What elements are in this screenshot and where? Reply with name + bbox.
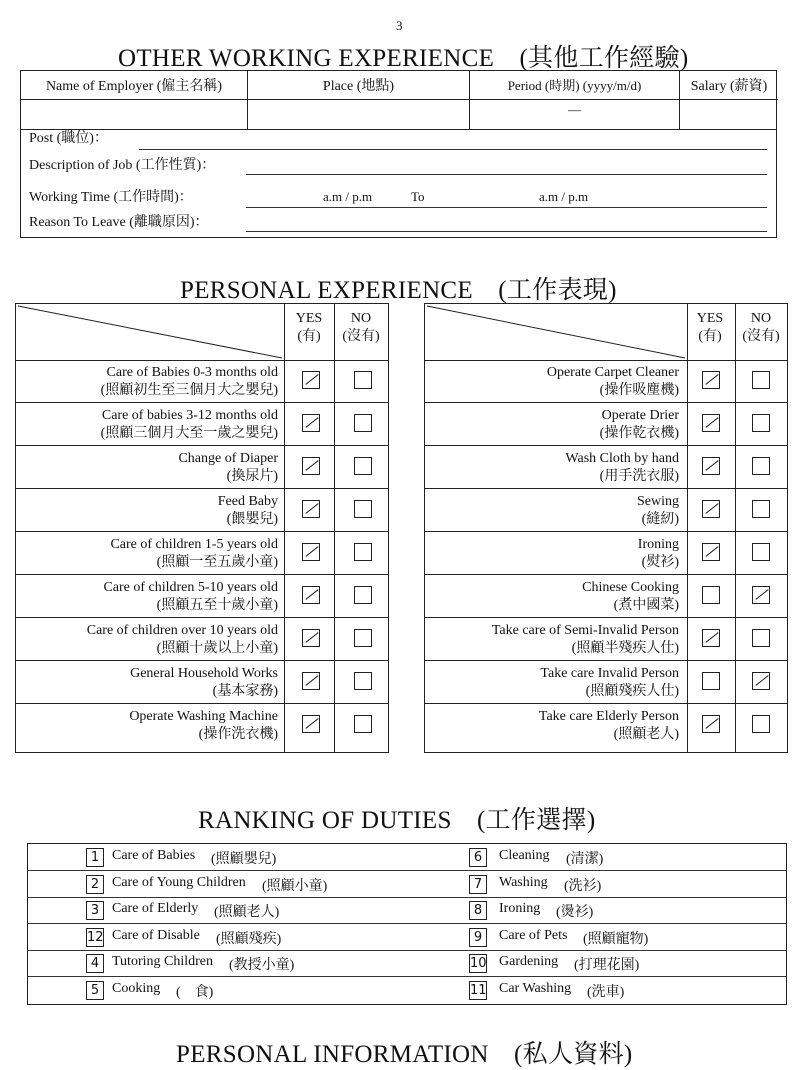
item-label	[565, 450, 679, 486]
post-line	[139, 149, 767, 150]
duty-label-en: Care of Pets	[499, 927, 568, 943]
item-label	[103, 579, 278, 615]
table-row	[425, 661, 787, 704]
rank-number-box[interactable]: 8	[469, 901, 487, 920]
table-row	[16, 403, 388, 446]
duty-label-en: Cleaning	[499, 848, 550, 863]
ranking-right-column	[407, 844, 786, 1004]
item-label-zh: (煮中國菜)	[613, 598, 679, 613]
item-label-en: General Household Works	[130, 666, 278, 681]
duty-label-zh: (清潔)	[566, 852, 604, 867]
no-checkbox[interactable]	[354, 586, 372, 604]
item-label-zh: (餵嬰兒)	[226, 512, 278, 527]
item-label	[218, 493, 278, 529]
item-label-en: Wash Cloth by hand	[565, 451, 679, 466]
reason-line	[246, 231, 767, 232]
list-item	[407, 872, 786, 898]
item-label-zh: (縫紉)	[641, 512, 679, 527]
no-checkbox[interactable]	[752, 371, 770, 389]
other-working-experience-title: OTHER WORKING EXPERIENCE (其他工作經驗)	[118, 45, 689, 72]
to-label: To	[411, 189, 425, 204]
rank-number-box[interactable]: 2	[86, 875, 104, 894]
yes-checkbox[interactable]	[702, 371, 720, 389]
rank-number-box[interactable]: 6	[469, 848, 487, 867]
item-label	[101, 407, 278, 443]
yes-checkbox[interactable]	[302, 629, 320, 647]
item-label	[547, 364, 679, 400]
yes-checkbox[interactable]	[302, 543, 320, 561]
item-label-zh: (照顧一至五歲小童)	[156, 555, 278, 570]
item-label	[492, 622, 679, 658]
no-checkbox[interactable]	[354, 500, 372, 518]
yes-checkbox[interactable]	[302, 371, 320, 389]
post-label: Post (職位)：	[29, 131, 108, 146]
item-label-zh: (照顧五至十歲小童)	[156, 598, 278, 613]
table-row	[425, 403, 787, 446]
list-item	[28, 978, 407, 1004]
rank-number-box[interactable]: 4	[86, 954, 104, 973]
item-label	[638, 536, 679, 572]
no-checkbox[interactable]	[752, 672, 770, 690]
item-label-en: Feed Baby	[217, 494, 278, 509]
ranking-table	[27, 843, 787, 1005]
table-row	[425, 489, 787, 532]
list-item	[28, 898, 407, 924]
item-label-zh: (用手洗衣服)	[599, 469, 679, 484]
yes-checkbox[interactable]	[302, 672, 320, 690]
table-row	[16, 532, 388, 575]
item-label-zh: (照顧殘疾人仕)	[585, 684, 679, 699]
item-label-zh: (基本家務)	[212, 684, 278, 699]
no-checkbox[interactable]	[354, 672, 372, 690]
duty-label-zh: (照顧殘疾)	[216, 931, 282, 947]
table-row	[16, 575, 388, 618]
duty-label-en: Tutoring Children	[112, 954, 213, 969]
item-label	[129, 708, 278, 744]
duty-label-zh: (洗衫)	[564, 878, 602, 894]
start-ampm: a.m / p.m	[323, 189, 373, 204]
rank-number-box[interactable]: 12	[87, 929, 104, 945]
no-header: NO (沒有)	[342, 311, 380, 344]
duty-label-en: Care of Disable	[112, 927, 200, 943]
no-checkbox[interactable]	[354, 715, 372, 733]
place-header: Place (地點)	[322, 79, 395, 94]
item-label-zh: (操作洗衣機)	[198, 727, 278, 742]
item-label	[539, 708, 679, 744]
item-label-zh: (換尿片)	[226, 469, 278, 484]
personal-experience-title: PERSONAL EXPERIENCE (工作表現)	[180, 277, 617, 304]
no-checkbox[interactable]	[354, 414, 372, 432]
item-label	[637, 493, 679, 529]
duty-label-zh: (燙衫)	[556, 905, 594, 920]
reason-label: Reason To Leave (離職原因)：	[29, 215, 209, 230]
table-header	[16, 304, 388, 361]
item-label-en: Take care Invalid Person	[540, 666, 679, 681]
table-row	[16, 446, 388, 489]
duty-label-en: Care of Young Children	[112, 874, 246, 890]
item-label	[110, 536, 278, 572]
rank-number-box[interactable]: 5	[86, 981, 104, 1000]
period-header: Period (時期) (yyyy/m/d)	[507, 78, 642, 93]
duty-label-en: Washing	[499, 874, 548, 890]
yes-checkbox[interactable]	[302, 500, 320, 518]
personal-experience-table-left	[15, 303, 389, 753]
table-row	[16, 489, 388, 532]
item-label	[540, 665, 679, 701]
table-row	[425, 446, 787, 489]
item-label	[130, 665, 278, 701]
item-label	[582, 579, 679, 615]
item-label-en: Care of children over 10 years old	[86, 623, 278, 638]
rank-number-box[interactable]: 10	[470, 956, 487, 971]
yes-checkbox[interactable]	[702, 715, 720, 733]
salary-header: Salary (薪資)	[690, 79, 768, 94]
item-label	[101, 364, 278, 400]
working-time-label: Working Time (工作時間)：	[29, 190, 193, 205]
no-checkbox[interactable]	[752, 457, 770, 475]
item-label-en: Operate Washing Machine	[129, 709, 278, 724]
list-item	[28, 845, 407, 871]
list-item	[407, 898, 786, 924]
yes-checkbox[interactable]	[702, 414, 720, 432]
table-row	[16, 618, 388, 661]
table-header	[425, 304, 787, 361]
no-checkbox[interactable]	[354, 629, 372, 647]
duty-label-zh: (照顧老人)	[214, 905, 280, 920]
period-dash: —	[568, 102, 581, 117]
duty-label-zh: ( 食)	[176, 984, 214, 1000]
item-label-zh: (照顧三個月大至一歲之嬰兒)	[100, 426, 278, 441]
yes-checkbox[interactable]	[702, 457, 720, 475]
table-row	[425, 575, 787, 618]
no-checkbox[interactable]	[752, 500, 770, 518]
no-checkbox[interactable]	[752, 586, 770, 604]
other-working-experience-table	[20, 70, 777, 238]
table-row	[425, 704, 787, 747]
yes-checkbox[interactable]	[702, 586, 720, 604]
list-item	[407, 845, 786, 871]
salary-column	[680, 71, 778, 129]
no-checkbox[interactable]	[354, 457, 372, 475]
no-checkbox[interactable]	[752, 629, 770, 647]
item-label-zh: (照顧十歲以上小童)	[156, 641, 278, 656]
item-label-zh: (照顧半殘疾人仕)	[571, 641, 679, 656]
end-ampm: a.m / p.m	[539, 189, 589, 204]
item-label-zh: (操作乾衣機)	[599, 426, 679, 441]
no-checkbox[interactable]	[354, 543, 372, 561]
list-item	[407, 925, 786, 951]
yes-header: YES (有)	[696, 311, 724, 344]
item-label-en: Operate Carpet Cleaner	[546, 365, 679, 380]
diagonal-header-line	[16, 304, 284, 360]
item-label	[178, 450, 278, 486]
ranking-title: RANKING OF DUTIES (工作選擇)	[198, 807, 596, 834]
duty-label-zh: (照顧寵物)	[583, 931, 649, 947]
item-label-en: Sewing	[637, 494, 679, 509]
description-label: Description of Job (工作性質)：	[29, 158, 216, 173]
no-checkbox[interactable]	[752, 715, 770, 733]
item-label-zh: (照顧老人)	[613, 727, 679, 742]
duty-label-en: Ironing	[499, 901, 541, 916]
item-label-en: Care of Babies 0-3 months old	[106, 365, 278, 380]
no-checkbox[interactable]	[752, 414, 770, 432]
place-column	[248, 71, 470, 129]
employer-header: Name of Employer (僱主名稱)	[45, 79, 223, 94]
ranking-left-column	[28, 844, 407, 1004]
yes-checkbox[interactable]	[302, 586, 320, 604]
rank-number-box[interactable]: 9	[469, 928, 487, 947]
personal-information-title: PERSONAL INFORMATION (私人資料)	[176, 1041, 633, 1068]
yes-checkbox[interactable]	[302, 414, 320, 432]
item-label-en: Take care Elderly Person	[538, 709, 679, 724]
yes-checkbox[interactable]	[702, 672, 720, 690]
item-label-zh: (操作吸塵機)	[599, 383, 679, 398]
item-label-zh: (熨衫)	[641, 555, 679, 570]
yes-checkbox[interactable]	[702, 543, 720, 561]
duty-label-en: Care of Babies	[112, 848, 196, 863]
item-label-en: Care of children 1-5 years old	[110, 537, 278, 552]
duty-label-en: Cooking	[112, 980, 161, 996]
yes-checkbox[interactable]	[702, 500, 720, 518]
description-line	[246, 174, 767, 175]
yes-header: YES (有)	[295, 311, 323, 344]
rank-number-box[interactable]: 11	[470, 982, 487, 998]
table-row	[16, 704, 388, 747]
rank-number-box[interactable]: 1	[86, 848, 104, 867]
employer-column	[21, 71, 248, 129]
item-label	[600, 407, 679, 443]
list-item	[407, 951, 786, 977]
duty-label-zh: (照顧嬰兒)	[211, 852, 277, 867]
duty-label-en: Car Washing	[499, 980, 572, 996]
duty-label-zh: (洗車)	[587, 984, 625, 1000]
no-checkbox[interactable]	[752, 543, 770, 561]
duty-label-zh: (照顧小童)	[262, 878, 328, 894]
item-label-en: Chinese Cooking	[582, 580, 679, 595]
duty-label-zh: (打理花園)	[574, 958, 640, 973]
item-label-en: Change of Diaper	[178, 451, 278, 466]
list-item	[407, 978, 786, 1004]
rank-number-box[interactable]: 3	[86, 901, 104, 920]
list-item	[28, 951, 407, 977]
duty-label-en: Care of Elderly	[112, 901, 199, 916]
table-row	[425, 360, 787, 403]
page-number: 3	[396, 18, 403, 33]
item-label-en: Take care of Semi-Invalid Person	[491, 623, 679, 638]
table-row	[425, 618, 787, 661]
list-item	[28, 872, 407, 898]
diagonal-header-line	[425, 304, 687, 360]
list-item	[28, 925, 407, 951]
yes-checkbox[interactable]	[302, 457, 320, 475]
period-column	[470, 71, 680, 129]
table-row	[425, 532, 787, 575]
item-label	[87, 622, 278, 658]
item-label-en: Ironing	[637, 537, 679, 552]
working-time-line	[246, 207, 767, 208]
table-row	[16, 661, 388, 704]
item-label-en: Care of children 5-10 years old	[103, 580, 278, 595]
personal-experience-table-right	[424, 303, 788, 753]
yes-checkbox[interactable]	[302, 715, 320, 733]
item-label-en: Care of babies 3-12 months old	[101, 408, 278, 423]
yes-checkbox[interactable]	[702, 629, 720, 647]
no-checkbox[interactable]	[354, 371, 372, 389]
item-label-en: Operate Drier	[601, 408, 679, 423]
item-label-zh: (照顧初生至三個月大之嬰兒)	[100, 383, 278, 398]
no-header: NO (沒有)	[742, 311, 780, 344]
duty-label-zh: (教授小童)	[229, 958, 295, 973]
rank-number-box[interactable]: 7	[469, 875, 487, 894]
table-row	[16, 360, 388, 403]
duty-label-en: Gardening	[499, 954, 559, 969]
